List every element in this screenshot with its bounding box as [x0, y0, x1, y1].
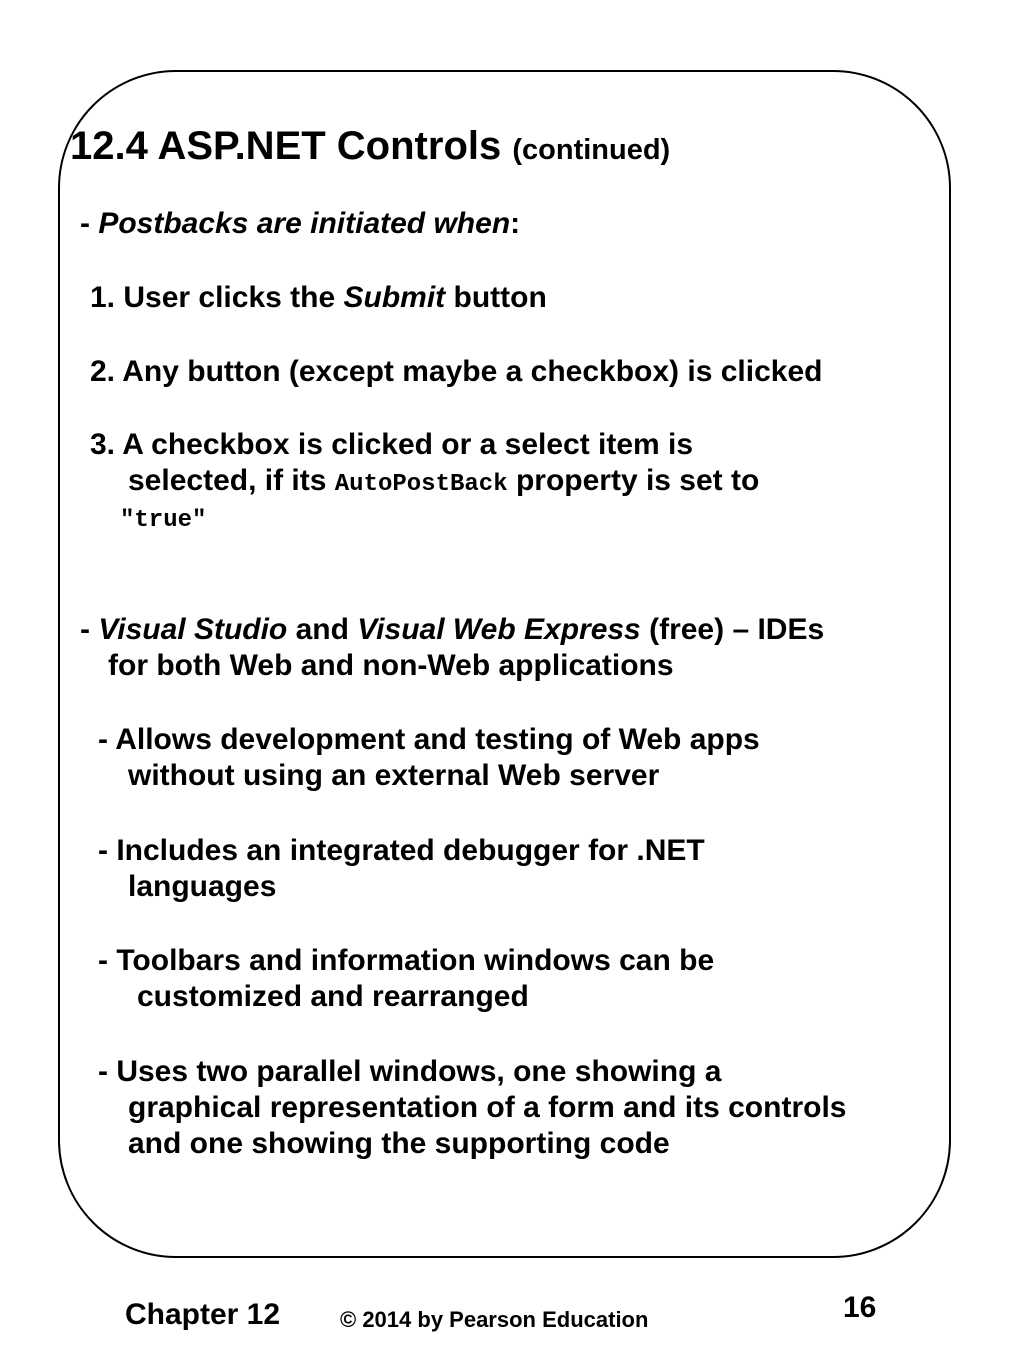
ides-dash: -: [80, 613, 90, 646]
bullet-1-line1: - Allows development and testing of Web apps: [98, 723, 760, 756]
postback-item-3-line2: [128, 463, 759, 503]
bullet-2-line1: - Includes an integrated debugger for .NET: [98, 834, 705, 867]
bullet-4-line3: and one showing the supporting code: [128, 1127, 670, 1160]
bullet-3-line1: - Toolbars and information windows can be: [98, 944, 715, 977]
bullet-2-line2: languages: [128, 870, 277, 903]
item1-pre: 1. User clicks the: [90, 281, 336, 314]
title-suffix: (continued): [512, 134, 671, 166]
item3-pre: selected, if its: [128, 464, 327, 497]
postback-item-2: 2. Any button (except maybe a checkbox) is clicked: [90, 355, 823, 388]
ides-and: and: [295, 613, 349, 646]
title-main: 12.4 ASP.NET Controls: [70, 124, 502, 168]
ides-visual-studio: Visual Studio: [98, 613, 288, 646]
item3-post: property is set to: [515, 464, 760, 497]
ides-line2: for both Web and non-Web applications: [108, 649, 674, 682]
postback-item-3-line1: 3. A checkbox is clicked or a select item is: [90, 428, 694, 461]
footer-copyright: © 2014 by Pearson Education: [340, 1307, 649, 1332]
postback-item-3-value: "true": [120, 507, 207, 534]
bullet-3-line2: customized and rearranged: [137, 980, 529, 1013]
item1-em: Submit: [343, 281, 446, 314]
item1-post: button: [453, 281, 547, 314]
postback-item-1: [90, 280, 547, 316]
footer-chapter: Chapter 12: [125, 1298, 281, 1331]
ides-rest: (free) – IDEs: [649, 613, 825, 646]
postbacks-colon: :: [510, 207, 521, 240]
slide-title: [70, 123, 670, 173]
bullet-1-line2: without using an external Web server: [128, 759, 660, 792]
bullet-4-line2: graphical representation of a form and its controls: [128, 1091, 847, 1124]
bullet-4-line1: - Uses two parallel windows, one showing a: [98, 1055, 722, 1088]
ides-line1: [80, 612, 824, 648]
item3-code: AutoPostBack: [334, 471, 508, 498]
postbacks-heading: [80, 206, 520, 242]
ides-visual-web-express: Visual Web Express: [357, 613, 641, 646]
footer-page-number: 16: [843, 1291, 877, 1324]
postbacks-dash: -: [80, 207, 90, 240]
postbacks-lead: Postbacks are initiated when: [98, 207, 511, 240]
